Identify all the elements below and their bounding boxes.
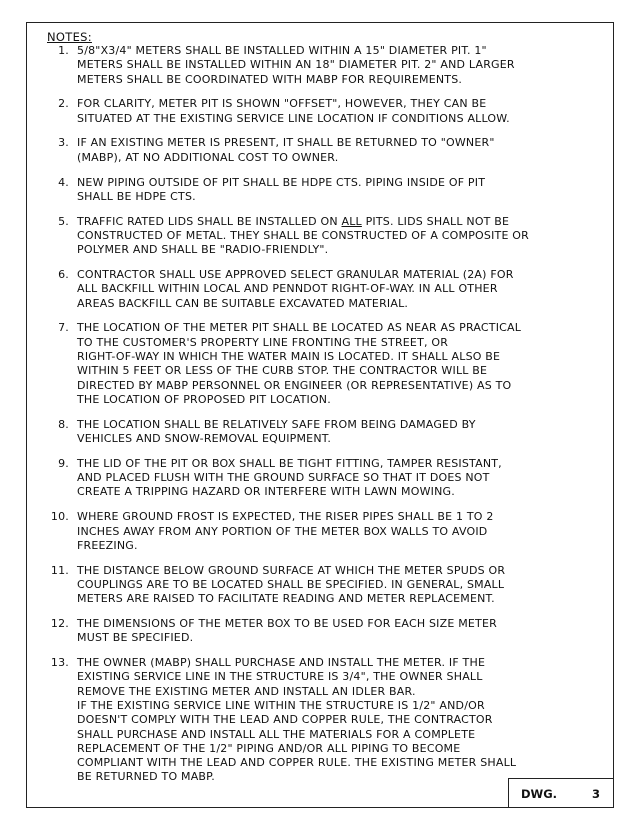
note-number: 12. — [50, 617, 69, 630]
note-item — [47, 215, 567, 258]
note-item — [47, 321, 567, 407]
note-item — [47, 457, 567, 500]
notes-heading: NOTES: — [47, 30, 92, 44]
note-text-end: PITS. LIDS SHALL NOT BE CONSTRUCTED OF METAL. THEY SHALL BE CONSTRUCTED OF A COMPOSITE OR POLYMER AND SHALL BE "RADIO-FRIENDLY". — [77, 214, 529, 257]
note-text: IF AN EXISTING METER IS PRESENT, IT SHALL BE RETURNED TO "OWNER" (MABP), AT NO ADDITIONAL COST TO OWNER. — [77, 136, 495, 164]
note-text: THE OWNER (MABP) SHALL PURCHASE AND INSTALL THE METER. IF THE EXISTING SERVICE LINE IN THE STRUCTURE IS 3/4", THE OWNER SHALL REMOVE THE EXISTING METER AND INSTALL AN IDLER BAR. IF THE EXISTING SERVICE LINE WITHIN THE STRUCTURE IS 1/2" AND/OR DOESN'T COMPLY WITH THE LEAD AND COPPER RULE, THE CONTRACTOR SHALL PURCHASE AND INSTALL ALL THE MATERIALS FOR A COMPLETE REPLACEMENT OF THE 1/2" PIPING AND/OR ALL PIPING TO BECOME COMPLIANT WITH THE LEAD AND COPPER RULE. THE EXISTING METER SHALL BE RETURNED TO MABP. — [77, 656, 517, 784]
note-number: 13. — [50, 656, 69, 670]
note-number: 8. — [58, 417, 69, 431]
note-text: THE LOCATION SHALL BE RELATIVELY SAFE FROM BEING DAMAGED BY VEHICLES AND SNOW-REMOVAL EQUIPMENT. — [77, 417, 476, 446]
note-text: WHERE GROUND FROST IS EXPECTED, THE RISER PIPES SHALL BE 1 TO 2 INCHES AWAY FROM ANY PORTION OF THE METER BOX WALLS TO AVOID FREEZING. — [77, 510, 494, 552]
note-text-start: TRAFFIC RATED LIDS SHALL BE INSTALLED ON — [77, 214, 342, 228]
note-item — [47, 176, 567, 205]
note-text: FOR CLARITY, METER PIT IS SHOWN "OFFSET", HOWEVER, THEY CAN BE SITUATED AT THE EXISTING SERVICE LINE LOCATION IF CONDITIONS ALLOW. — [77, 97, 510, 125]
note-text — [77, 215, 567, 258]
note-number: 9. — [58, 456, 69, 470]
title-block — [508, 778, 614, 808]
note-item — [47, 510, 567, 553]
drawing-label: DWG. — [521, 787, 558, 801]
note-number: 10. — [50, 510, 69, 524]
note-number: 3. — [58, 136, 69, 150]
note-number: 6. — [58, 268, 69, 282]
note-item — [47, 268, 567, 311]
note-number: 5. — [58, 214, 69, 228]
emphasis-underline: ALL — [341, 214, 362, 228]
note-number: 7. — [58, 321, 69, 335]
note-item — [47, 136, 567, 165]
note-text: CONTRACTOR SHALL USE APPROVED SELECT GRANULAR MATERIAL (2A) FOR ALL BACKFILL WITHIN LOCAL AND PENNDOT RIGHT-OF-WAY. IN ALL OTHER AREAS BACKFILL CAN BE SUITABLE EXCAVATED MATERIAL. — [77, 268, 514, 310]
note-text: THE DISTANCE BELOW GROUND SURFACE AT WHICH THE METER SPUDS OR COUPLINGS ARE TO BE LOCATED SHALL BE SPECIFIED. IN GENERAL, SMALL METERS ARE RAISED TO FACILITATE READING AND METER REPLACEMENT. — [77, 563, 506, 606]
note-item — [47, 44, 567, 87]
drawing-number: 3 — [591, 787, 600, 801]
note-text: THE DIMENSIONS OF THE METER BOX TO BE USED FOR EACH SIZE METER MUST BE SPECIFIED. — [77, 617, 497, 645]
note-number: 2. — [58, 97, 69, 111]
note-number: 1. — [58, 44, 69, 57]
note-number: 11. — [50, 563, 69, 577]
note-item — [47, 97, 567, 126]
note-text: THE LOCATION OF THE METER PIT SHALL BE LOCATED AS NEAR AS PRACTICAL TO THE CUSTOMER'S PROPERTY LINE FRONTING THE STREET, OR RIGHT-OF-WAY IN WHICH THE WATER MAIN IS LOCATED. IT SHALL ALSO BE WITHIN 5 FEET OR LESS OF THE CURB STOP. THE CONTRACTOR WILL BE DIRECTED BY MABP PERSONNEL OR ENGINEER (OR REPRESENTATIVE) AS TO THE LOCATION OF PROPOSED PIT LOCATION. — [77, 321, 522, 406]
note-item — [47, 617, 567, 646]
note-item — [47, 418, 567, 447]
note-text: THE LID OF THE PIT OR BOX SHALL BE TIGHT FITTING, TAMPER RESISTANT, AND PLACED FLUSH WITH THE GROUND SURFACE SO THAT IT DOES NOT CREATE A TRIPPING HAZARD OR INTERFERE WITH LAWN MOWING. — [77, 456, 502, 499]
note-item — [47, 656, 567, 785]
note-number: 4. — [58, 175, 69, 189]
note-text: NEW PIPING OUTSIDE OF PIT SHALL BE HDPE CTS. PIPING INSIDE OF PIT SHALL BE HDPE CTS. — [77, 175, 486, 203]
note-item — [47, 564, 567, 607]
notes-list — [47, 44, 567, 795]
note-text: 5/8"X3/4" METERS SHALL BE INSTALLED WITHIN A 15" DIAMETER PIT. 1" METERS SHALL BE INSTALLED WITHIN AN 18" DIAMETER PIT. 2" AND LARGER METERS SHALL BE COORDINATED WITH MABP FOR REQUIREMENTS. — [77, 44, 515, 86]
